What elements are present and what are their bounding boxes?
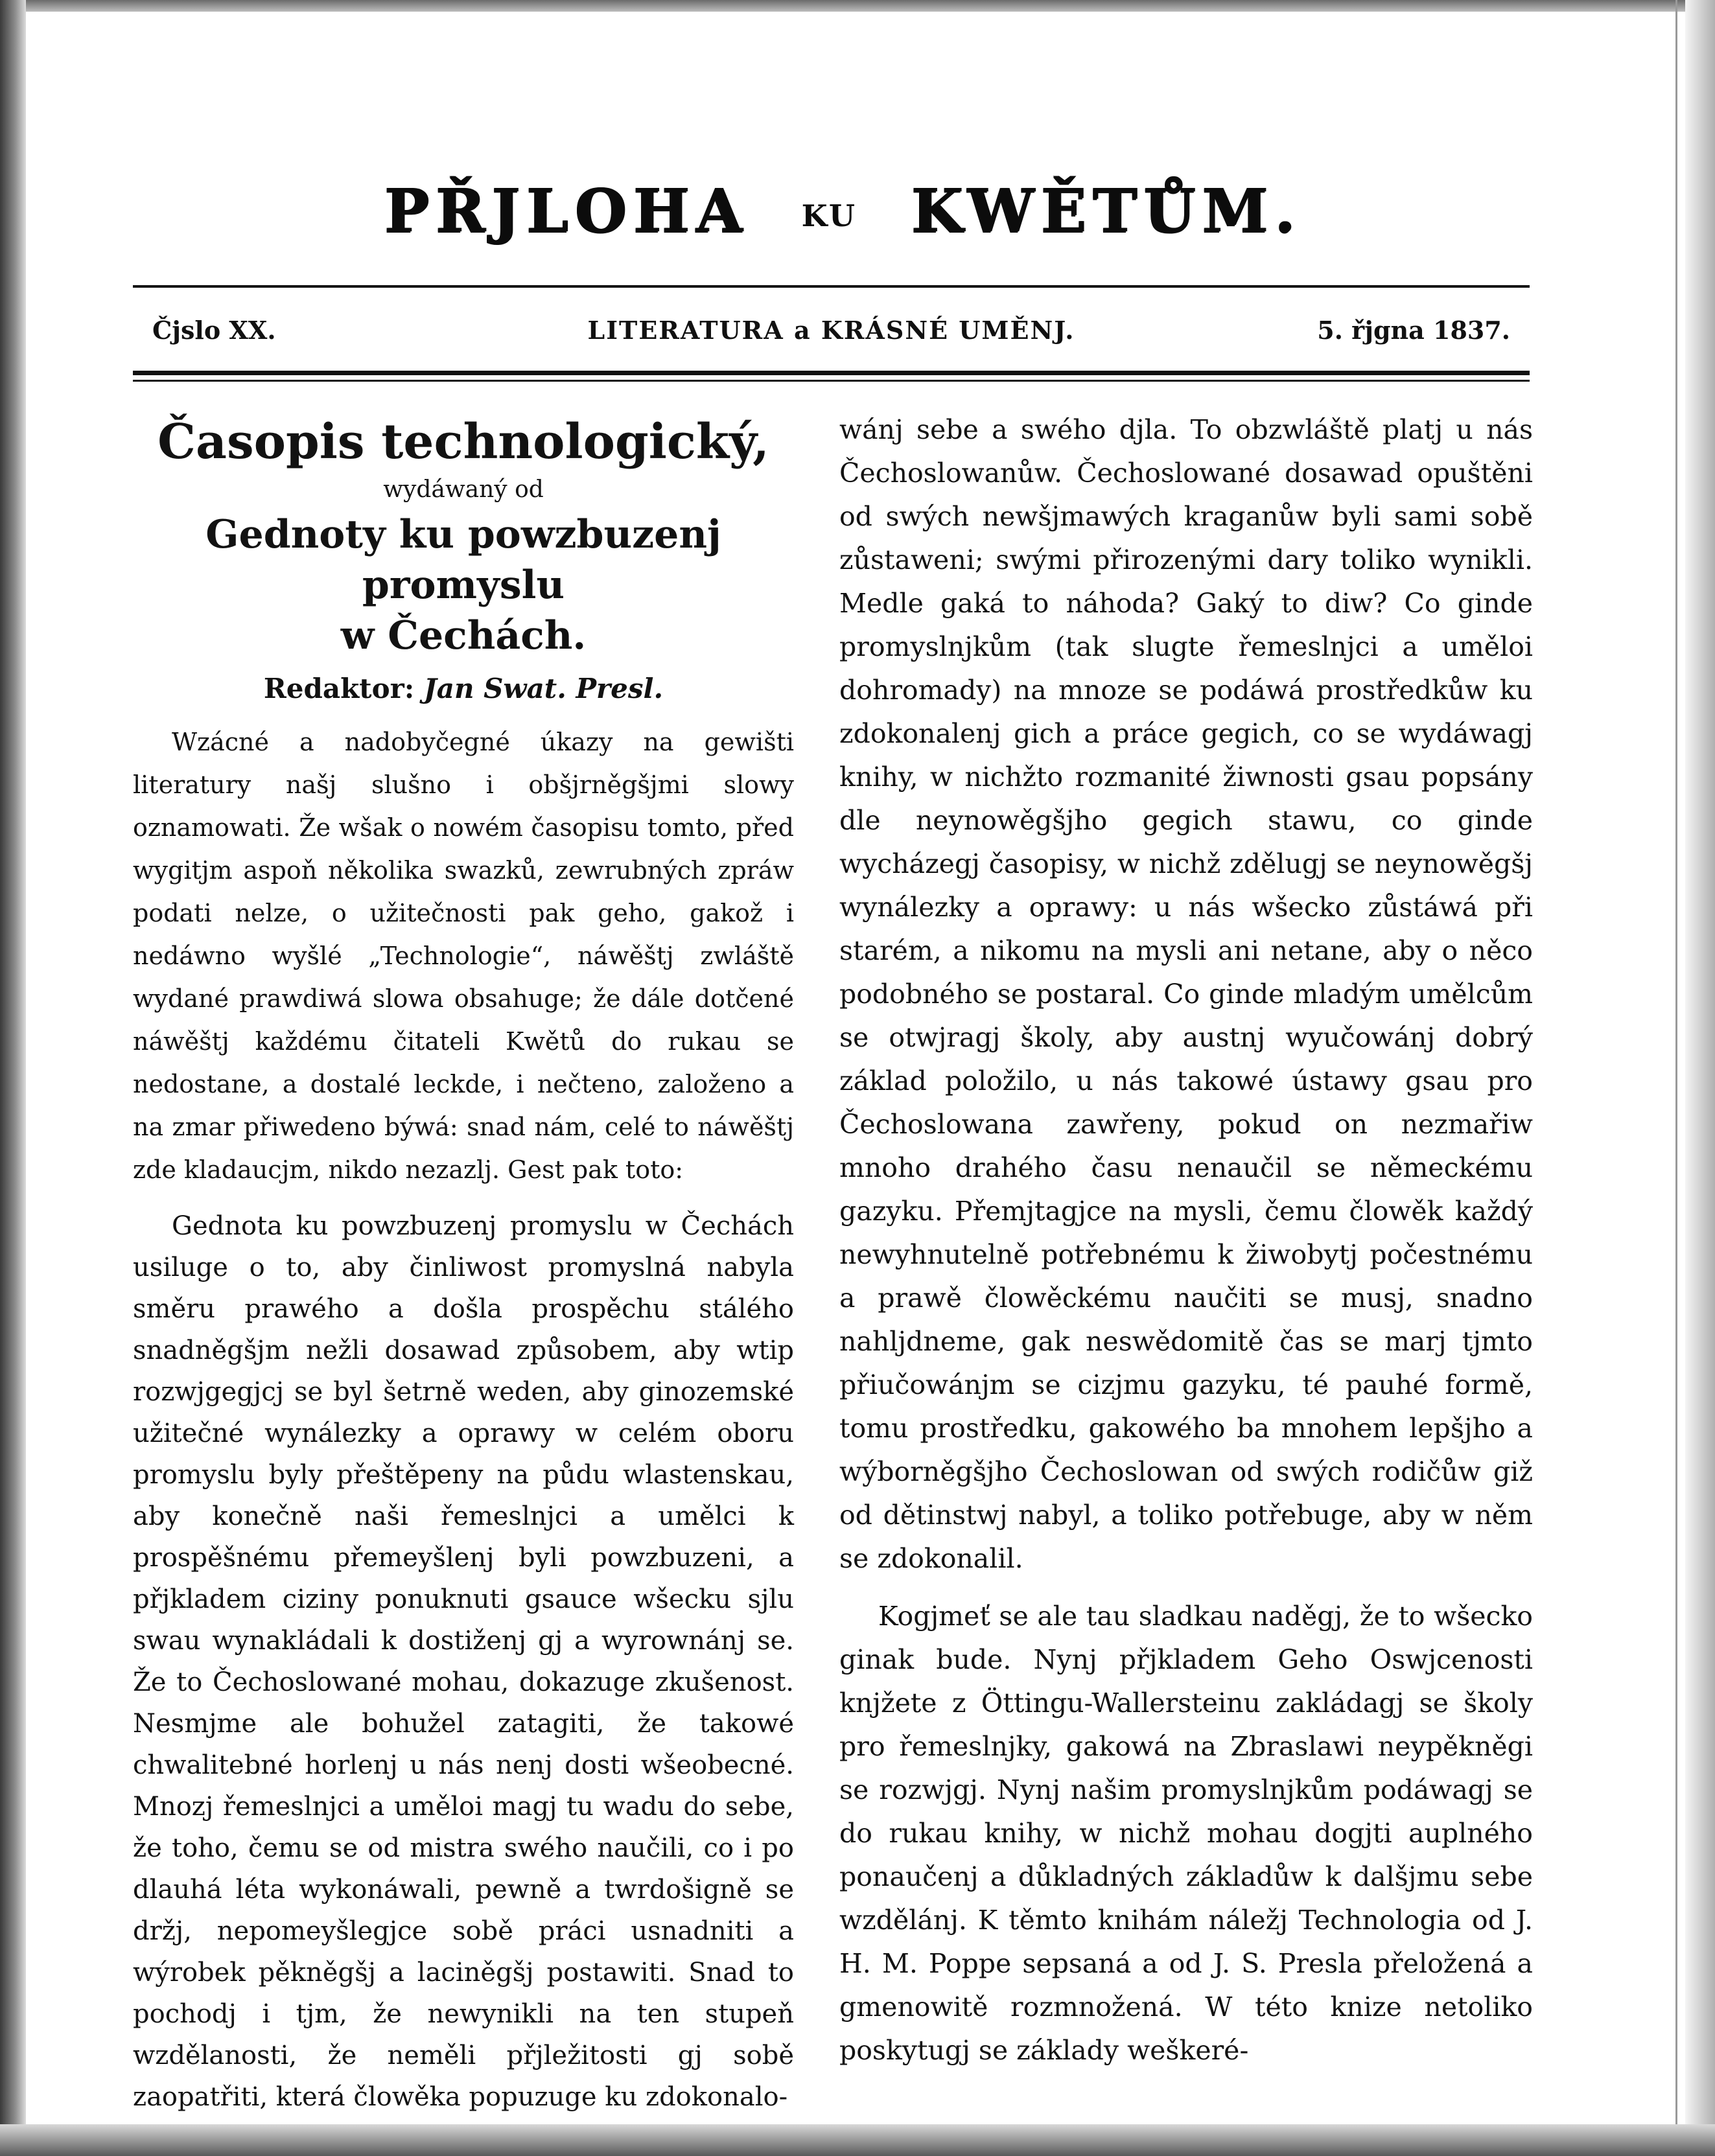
left-column — [133, 402, 794, 2132]
header-rule-top — [133, 285, 1530, 288]
scan-edge-left — [0, 0, 26, 2156]
masthead-word-kwetum: KWĚTŮM. — [911, 176, 1301, 246]
editor-line — [133, 666, 794, 712]
masthead-word-prilohu: PŘJLOHA — [384, 176, 749, 246]
paragraph-intro: Wzácné a nadobyčegné úkazy na gewišti literatury našj slušno i obšjrněgšjmi slowy oznamowati. Že wšak o nowém časopisu tomto, před wygitjm aspoň několika swazků, zewrubných zpráw podati nelze, o užitečnosti pak geho, gakož i nedáwno wyšlé „Technologie“, náwěštj zwláště wydané prawdiwá slowa obsahuge; že dále dotčené náwěštj každému čitateli Kwětů do rukau se nedostane, a dostalé leckde, i nečteno, založeno a na zmar přiwedeno býwá: snad nám, celé to náwěštj zde kladaucjm, nikdo nezazlj. Gest pak toto: — [133, 728, 794, 1184]
header-rule-bottom — [133, 371, 1530, 375]
editor-label: Redaktor: — [263, 673, 415, 704]
section-label: LITERATURA a KRÁSNÉ UMĚNJ. — [587, 316, 1075, 345]
scan-edge-right — [1685, 0, 1715, 2156]
header-rule-bottom-thin — [133, 380, 1530, 382]
article-location: w Čechách. — [340, 613, 587, 658]
page-fold-line — [1675, 0, 1677, 2156]
paragraph-continued: wánj sebe a swého djla. To obzwláště platj u nás Čechoslowanůw. Čechoslowané dosawad opuštěni od swých newšjmawých kraganůw byli sami sobě zůstaweni; swými přirozenými dary toliko wynikli. Medle gaká to náhoda? Gaký to diw? Co ginde promyslnjkům (tak slugte řemeslnjci a uměloi dohromady) na mnoze se podáwá prostředkůw ku zdokonalenj gich a práce gegich, co se wydáwagj knihy, w nichžto rozmanité žiwnosti gsau popsány dle neynowěgšjho gegich stawu, co ginde wycházegj časopisy, w nichž zdělugj se neynowěgšj wynálezky a oprawy: u nás wšecko zůstáwá při starém, a nikomu na mysli ani netane, aby o něco podobného se postaral. Co ginde mladým umělcům se otwjragj školy, aby austnj wyučowánj dobrý základ položilo, u nás takowé ústawy gsau pro Čechoslowana zawřeny, pokud on nezmařiw mnoho drahého času nenaučil se německému gazyku. Přemjtagjce na mysli, čemu člowěk každý newyhnutelně potřebnému k žiwobytj počestnému a prawě člowěckému naučiti se musj, snadno nahljdneme, gak neswědomitě čas se marj tjmto přiučowánjm se cizjmu gazyku, té pauhé formě, tomu prostředku, gakowého ba mnohem lepšjho a wýborněgšjho Čechoslowan od swých rodičůw giž od dětinstwj nabyl, a toliko potřebuge, aby w něm se zdokonalil. — [839, 414, 1533, 1574]
article-title: Časopis technologický, — [158, 414, 769, 470]
masthead-word-ku: KU — [801, 198, 858, 234]
issue-header — [133, 305, 1530, 356]
article-publisher: Gednoty ku powzbuzenj promyslu — [205, 512, 721, 608]
issue-number: Čjslo XX. — [152, 316, 276, 345]
right-column — [839, 408, 1533, 2087]
article-subtitle: wydáwaný od — [383, 476, 544, 503]
editor-name: Jan Swat. Presl. — [423, 673, 664, 704]
scan-edge-top — [0, 0, 1715, 12]
issue-date: 5. řjgna 1837. — [1317, 316, 1510, 345]
paragraph-body: Kogjmeť se ale tau sladkau naděgj, že to wšecko ginak bude. Nynj přjkladem Geho Oswjcenosti knjžete z Öttingu-Wallersteinu zakládagj se školy pro řemeslnjky, gakowá na Zbraslawi neypěkněgi se rozwjgj. Nynj našim promyslnjkům podáwagj se do rukau knihy, w nichž mohau dogjti auplného ponaučenj a důkladných základůw k dalšjmu sebe wzdělánj. K těmto knihám náležj Technologia od J. H. M. Poppe sepsaná a od J. S. Presla přeložená a gmenowitě rozmnožená. W této knize netoliko poskytugj se základy weškeré- — [839, 1601, 1533, 2066]
masthead — [130, 162, 1556, 259]
paragraph-body: Gednota ku powzbuzenj promyslu w Čechách usiluge o to, aby činliwost promyslná nabyla směru prawého a došla prospěchu stálého snadněgšjm nežli dosawad způsobem, aby wtip rozwjgegjcj se byl šetrně weden, aby ginozemské užitečné wynálezky a oprawy w celém oboru promyslu byly přeštěpeny na půdu wlastenskau, aby konečně naši řemeslnjci a umělci k prospěšnému přemeyšlenj byli powzbuzeni, a přjkladem ciziny ponuknuti gsauce wšecku sjlu swau wynakládali k dostiženj gj a wyrownánj se. Že to Čechoslowané mohau, dokazuge zkušenost. Nesmjme ale bohužel zatagiti, že takowé chwalitebné horlenj u nás nenj dosti wšeobecné. Mnozj řemeslnjci a uměloi magj tu wadu do sebe, že toho, čemu se od mistra swého naučili, co i po dlauhá léta wykonáwali, pewně a twrdošigně se držj, nepomeyšlegjce sobě práci usnadniti a wýrobek pěkněgšj a laciněgšj postawiti. Snad to pochodj i tjm, že newynikli na ten stupeň wzdělanosti, že neměli přjležitosti gj sobě zaopatřiti, která člowěka popuzuge ku zdokonalo- — [133, 1211, 794, 2112]
